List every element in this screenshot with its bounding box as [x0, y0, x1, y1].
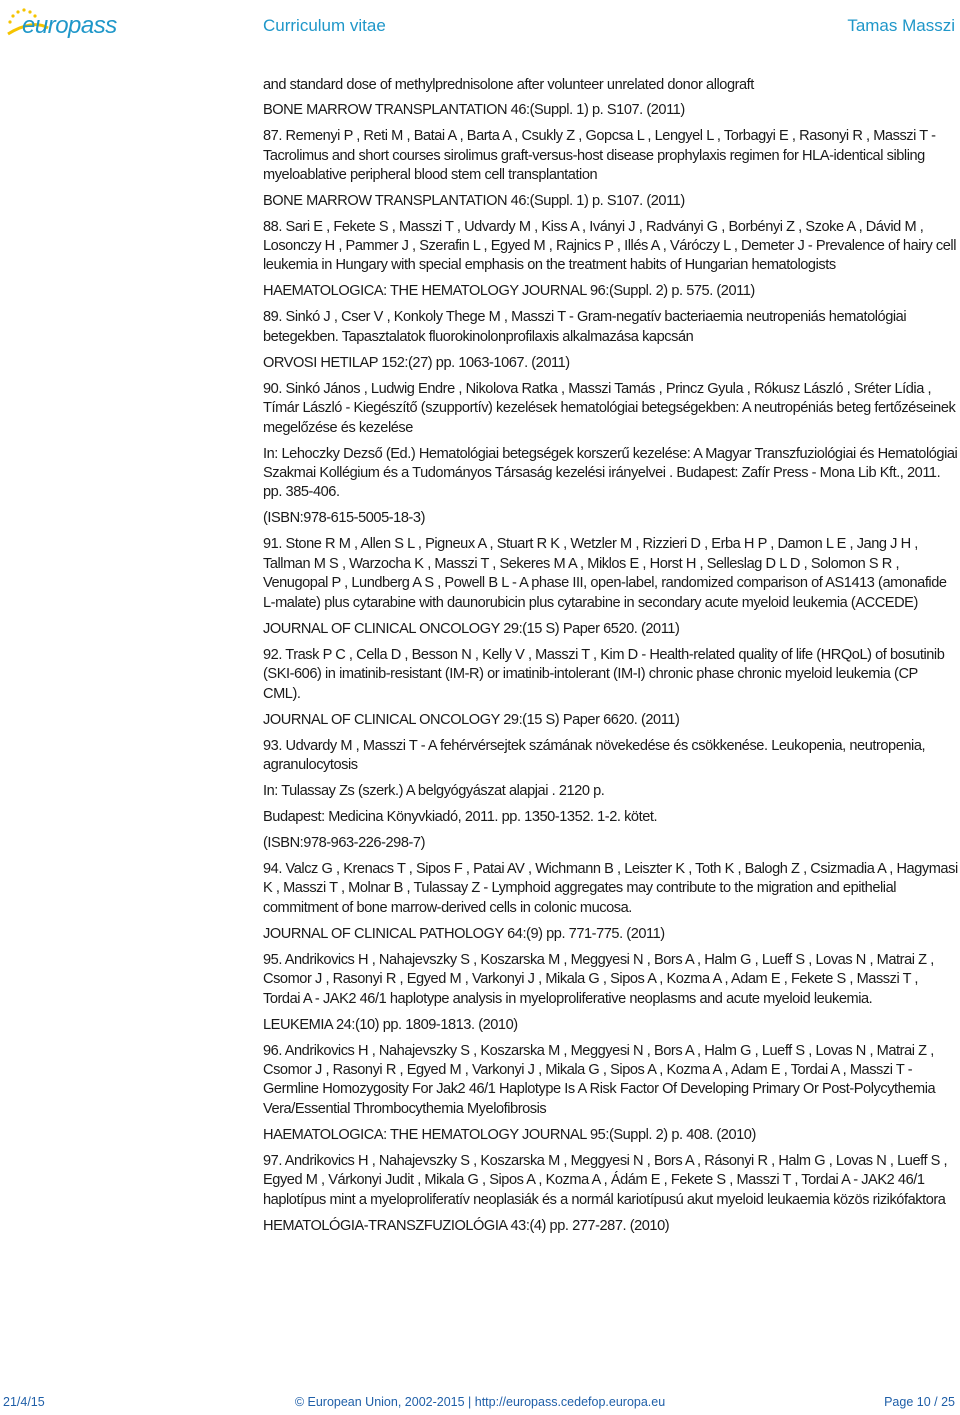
list-item: (ISBN:978-615-5005-18-3): [263, 510, 425, 527]
svg-text:europass: europass: [22, 12, 117, 39]
publication-list: [263, 76, 958, 1243]
list-item: JOURNAL OF CLINICAL ONCOLOGY 29:(15 S) Paper 6620. (2011): [263, 711, 680, 728]
list-item: BONE MARROW TRANSPLANTATION 46:(Suppl. 1) p. S107. (2011): [263, 192, 685, 209]
list-item: 89. Sinkó J , Cser V , Konkoly Thege M , Masszi T - Gram-negatív bacteriaemia neutropeniás hematológiai betegekben. Tapasztalatok fluorokinolonprofilaxis alkalmazása kapcsán: [263, 309, 907, 345]
europass-logo: [4, 4, 154, 44]
document-title: Curriculum vitae: [263, 16, 386, 35]
list-item: 91. Stone R M , Allen S L , Pigneux A , Stuart R K , Wetzler M , Rizzieri D , Erba H P , Damon L E , Jang J H , Tallman M S , Warzocha K , Masszi T , Sekeres M A , Miklos E , Horst H , Selleslag D L D , Solomon S R , Venugopal P , Lundberg A S , Powell B L - A phase III, open-label, randomized comparison of AS1413 (amonafide L-malate) plus cytarabine with daunorubicin plus cytarabine in secondary acute myeloid leukemia (ACCEDE): [263, 536, 947, 611]
footer-copyright-link[interactable]: © European Union, 2002-2015 | http://europass.cedefop.europa.eu: [294, 1395, 666, 1409]
list-item: In: Lehoczky Dezső (Ed.) Hematológiai betegségek korszerű kezelése: A Magyar Transzfuziológiai és Hematológiai Szakmai Kollégium és a Tudományos Társaság kezelési irányelvei . Budapest: Zafír Press - Mona Lib Kft., 2011. pp. 385-406.: [263, 445, 958, 501]
list-item: 97. Andrikovics H , Nahajevszky S , Koszarska M , Meggyesi N , Bors A , Rásonyi R , Halm G , Lovas N , Lueff S , Egyed M , Várkonyi Judit , Mikala G , Sipos A , Kozma A , Ádám E , Fekete S , Masszi T , Tordai A - JAK2 46/1 haplotípus mint a myeloproliferatív neoplasiák és a normál kariotípusú akut myeloid leukaemia közös rizikófaktora: [263, 1152, 948, 1208]
list-item: 88. Sari E , Fekete S , Masszi T , Udvardy M , Kiss A , Iványi J , Radványi G , Borbényi Z , Szoke A , Dávid M , Losonczy H , Pammer J , Szerafin L , Egyed M , Rajnics P , Illés A , Váróczy L , Demeter J - Prevalence of hairy cell leukemia in Hungary with special emphasis on the treatment habits of Hungarian hematologists: [263, 218, 956, 274]
page-header: [0, 0, 960, 50]
list-item: 94. Valcz G , Krenacs T , Sipos F , Patai AV , Wichmann B , Leiszter K , Toth K , Balogh Z , Csizmadia A , Hagymasi K , Masszi T , Molnar B , Tulassay Z - Lymphoid aggregates may contribute to the migration and epithelial commitment of bone marrow-derived cells in colonic mucosa.: [263, 860, 958, 916]
list-item: 96. Andrikovics H , Nahajevszky S , Koszarska M , Meggyesi N , Bors A , Halm G , Lueff S , Lovas N , Matrai Z , Csomor J , Rasonyi R , Egyed M , Varkonyi J , Mikala G , Sipos A , Kozma A , Adam E , Tordai A , Masszi T - Germline Homozygosity For Jak2 46/1 Haplotype Is A Risk Factor Of Developing Primary Or Post-Polycythemia Vera/Essential Thrombocythemia Myelofibrosis: [263, 1042, 936, 1117]
list-item: JOURNAL OF CLINICAL ONCOLOGY 29:(15 S) Paper 6520. (2011): [263, 620, 680, 637]
list-item: 92. Trask P C , Cella D , Besson N , Kelly V , Masszi T , Kim D - Health-related quality of life (HRQoL) of bosutinib (SKI-606) in imatinib-resistant (IM-R) or imatinib-intolerant (IM-I) chronic phase chronic myeloid leukemia (CP CML).: [263, 646, 945, 702]
list-item: JOURNAL OF CLINICAL PATHOLOGY 64:(9) pp. 771-775. (2011): [263, 925, 665, 942]
list-item: Budapest: Medicina Könyvkiadó, 2011. pp. 1350-1352. 1-2. kötet.: [263, 808, 658, 825]
list-item: HAEMATOLOGICA: THE HEMATOLOGY JOURNAL 95:(Suppl. 2) p. 408. (2010): [263, 1126, 756, 1143]
list-item: (ISBN:978-963-226-298-7): [263, 834, 425, 851]
list-item: 90. Sinkó János , Ludwig Endre , Nikolova Ratka , Masszi Tamás , Princz Gyula , Rókusz László , Sréter Lídia , Tímár László - Kiegészítő (szupportív) kezelések hematológiai betegségekben: A neutropéniás beteg fertőzéseinek megelőzése és kezelése: [263, 380, 956, 436]
list-item: HAEMATOLOGICA: THE HEMATOLOGY JOURNAL 96:(Suppl. 2) p. 575. (2011): [263, 283, 755, 300]
list-item: In: Tulassay Zs (szerk.) A belgyógyászat alapjai . 2120 p.: [263, 782, 605, 799]
person-name: Tamas Masszi: [847, 16, 955, 35]
page-footer: [0, 1393, 960, 1413]
list-item: 87. Remenyi P , Reti M , Batai A , Barta A , Csukly Z , Gopcsa L , Lengyel L , Torbagyi E , Rasonyi R , Masszi T - Tacrolimus and short courses sirolimus graft-versus-host disease prophylaxis regimen for HLA-identical sibling myeloablative peripheral blood stem cell transplantation: [263, 128, 936, 184]
list-item: HEMATOLÓGIA-TRANSZFUZIOLÓGIA 43:(4) pp. 277-287. (2010): [263, 1217, 670, 1234]
list-item: ORVOSI HETILAP 152:(27) pp. 1063-1067. (2011): [263, 354, 570, 371]
list-item: BONE MARROW TRANSPLANTATION 46:(Suppl. 1) p. S107. (2011): [263, 102, 685, 119]
list-item: LEUKEMIA 24:(10) pp. 1809-1813. (2010): [263, 1016, 518, 1033]
list-item: and standard dose of methylprednisolone after volunteer unrelated donor allograft: [263, 77, 754, 93]
footer-date: 21/4/15: [3, 1395, 45, 1409]
list-item: 95. Andrikovics H , Nahajevszky S , Koszarska M , Meggyesi N , Bors A , Halm G , Lueff S , Lovas N , Matrai Z , Csomor J , Rasonyi R , Egyed M , Varkonyi J , Mikala G , Sipos A , Kozma A , Adam E , Fekete S , Masszi T , Tordai A - JAK2 46/1 haplotype analysis in myeloproliferative neoplasms and acute myeloid leukemia.: [263, 951, 934, 1007]
list-item: 93. Udvardy M , Masszi T - A fehérvérsejtek számának növekedése és csökkenése. Leukopenia, neutropenia, agranulocytosis: [263, 737, 926, 773]
footer-page-number: Page 10 / 25: [884, 1395, 955, 1409]
